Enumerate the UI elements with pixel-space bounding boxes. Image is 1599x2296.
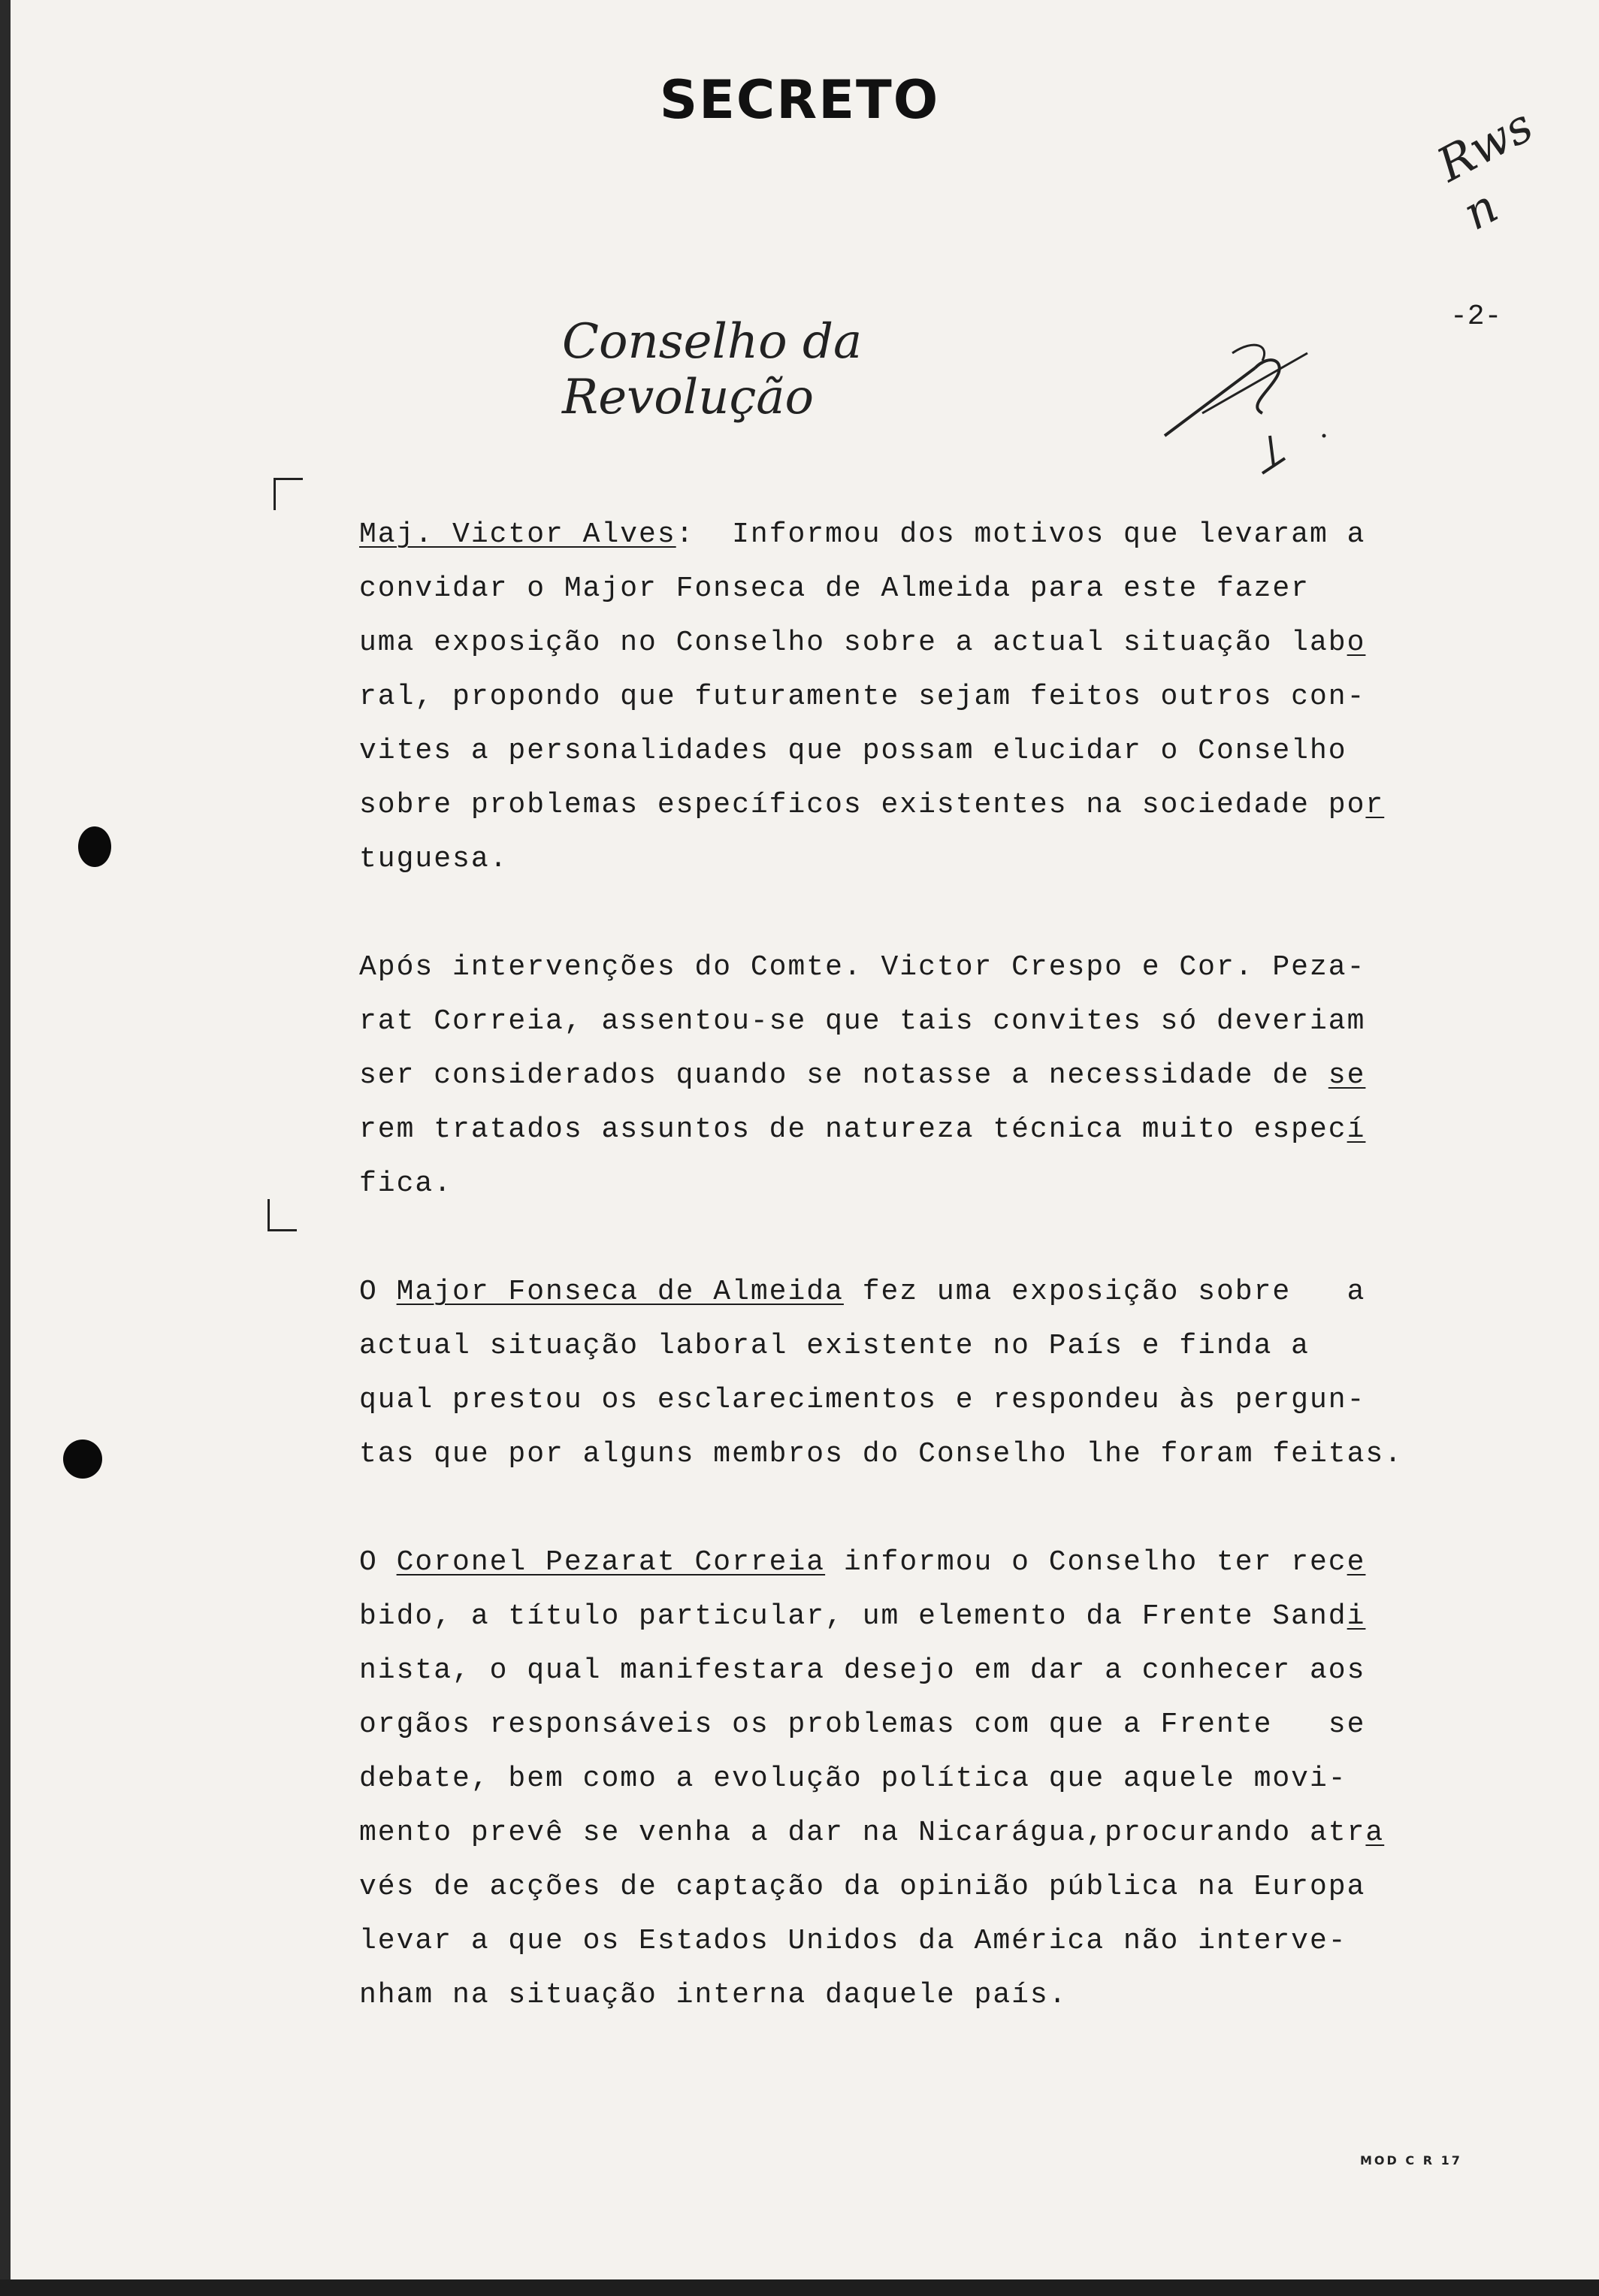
underlined-text: e [1347, 1546, 1366, 1578]
text-segment: levar a que os Estados Unidos da América não interve- [359, 1925, 1347, 1957]
text-line [359, 508, 1471, 562]
underlined-text: o [1347, 627, 1366, 659]
handwritten-initials-signature [1157, 323, 1338, 488]
text-segment: rem tratados assuntos de natureza técnica muito espec [359, 1113, 1347, 1146]
text-line [359, 1049, 1471, 1103]
scan-left-edge [0, 0, 11, 2296]
corner-bracket-top [274, 478, 303, 510]
text-line [359, 1860, 1471, 1914]
text-segment: : Informou dos motivos que levaram a [676, 518, 1366, 551]
text-line [359, 616, 1471, 670]
punch-hole [78, 826, 111, 867]
text-segment: vés de acções de captação da opinião pública na Europa [359, 1871, 1366, 1903]
text-segment: O [359, 1546, 397, 1578]
document-body [359, 508, 1471, 2077]
underlined-text: í [1347, 1113, 1366, 1146]
text-line [359, 778, 1471, 832]
underlined-text: Major Fonseca de Almeida [396, 1276, 844, 1308]
text-line [359, 941, 1471, 995]
text-segment: debate, bem como a evolução política que aquele movi- [359, 1763, 1347, 1795]
text-segment: Após intervenções do Comte. Victor Crespo e Cor. Peza- [359, 951, 1366, 983]
text-line [359, 1644, 1471, 1698]
text-line [359, 1536, 1471, 1590]
text-segment: vites a personalidades que possam elucidar o Conselho [359, 735, 1347, 767]
scan-bottom-edge [0, 2279, 1599, 2296]
text-segment: informou o Conselho ter rec [825, 1546, 1347, 1578]
text-segment: qual prestou os esclarecimentos e respondeu às pergun- [359, 1384, 1366, 1416]
underlined-text: r [1365, 789, 1385, 821]
text-segment: uma exposição no Conselho sobre a actual situação lab [359, 627, 1347, 659]
text-line [359, 1265, 1471, 1319]
letterhead-title: Conselho da Revolução [562, 314, 863, 425]
underlined-text: a [1365, 1817, 1385, 1849]
text-segment: ral, propondo que futuramente sejam feitos outros con- [359, 681, 1366, 713]
text-line [359, 1373, 1471, 1427]
text-segment: fica. [359, 1168, 453, 1200]
text-segment: tuguesa. [359, 843, 509, 875]
text-segment: ser considerados quando se notasse a necessidade de [359, 1059, 1328, 1092]
text-line [359, 1698, 1471, 1752]
underlined-text: se [1328, 1059, 1366, 1092]
text-line [359, 1590, 1471, 1644]
text-line [359, 1103, 1471, 1157]
text-segment: actual situação laboral existente no País e finda a [359, 1330, 1310, 1362]
text-line [359, 1157, 1471, 1211]
text-line [359, 1752, 1471, 1806]
text-segment: orgãos responsáveis os problemas com que a Frente se [359, 1708, 1366, 1741]
classification-stamp: SECRETO [659, 69, 940, 131]
underlined-text: Maj. Victor Alves [359, 518, 676, 551]
underlined-text: i [1347, 1600, 1366, 1633]
text-line [359, 832, 1471, 887]
text-line [359, 1319, 1471, 1373]
text-line [359, 1427, 1471, 1482]
corner-bracket-bottom [268, 1199, 297, 1231]
form-code: MOD C R 17 [1360, 2153, 1462, 2168]
text-segment: tas que por alguns membros do Conselho lhe foram feitas. [359, 1438, 1404, 1470]
paragraph [359, 1265, 1471, 1482]
text-line [359, 1806, 1471, 1860]
text-segment: sobre problemas específicos existentes na sociedade po [359, 789, 1366, 821]
punch-hole [63, 1440, 102, 1479]
text-line [359, 1968, 1471, 2023]
text-segment: nham na situação interna daquele país. [359, 1979, 1068, 2011]
text-segment: fez uma exposição sobre a [843, 1276, 1366, 1308]
underlined-text: Coronel Pezarat Correia [396, 1546, 826, 1578]
text-segment: nista, o qual manifestara desejo em dar a conhecer aos [359, 1654, 1366, 1687]
text-segment: convidar o Major Fonseca de Almeida para este fazer [359, 572, 1310, 605]
paragraph [359, 1536, 1471, 2023]
text-line [359, 1914, 1471, 1968]
text-segment: O [359, 1276, 397, 1308]
text-line [359, 995, 1471, 1049]
text-segment: bido, a título particular, um elemento da Frente Sand [359, 1600, 1347, 1633]
text-segment: mento prevê se venha a dar na Nicarágua,procurando atr [359, 1817, 1366, 1849]
paragraph [359, 508, 1471, 887]
text-line [359, 724, 1471, 778]
paragraph [359, 941, 1471, 1211]
text-segment: rat Correia, assentou-se que tais convites só deveriam [359, 1005, 1366, 1038]
text-line [359, 562, 1471, 616]
text-line [359, 670, 1471, 724]
page-number: -2- [1450, 301, 1502, 333]
handwritten-note: Rws n [1428, 97, 1542, 241]
